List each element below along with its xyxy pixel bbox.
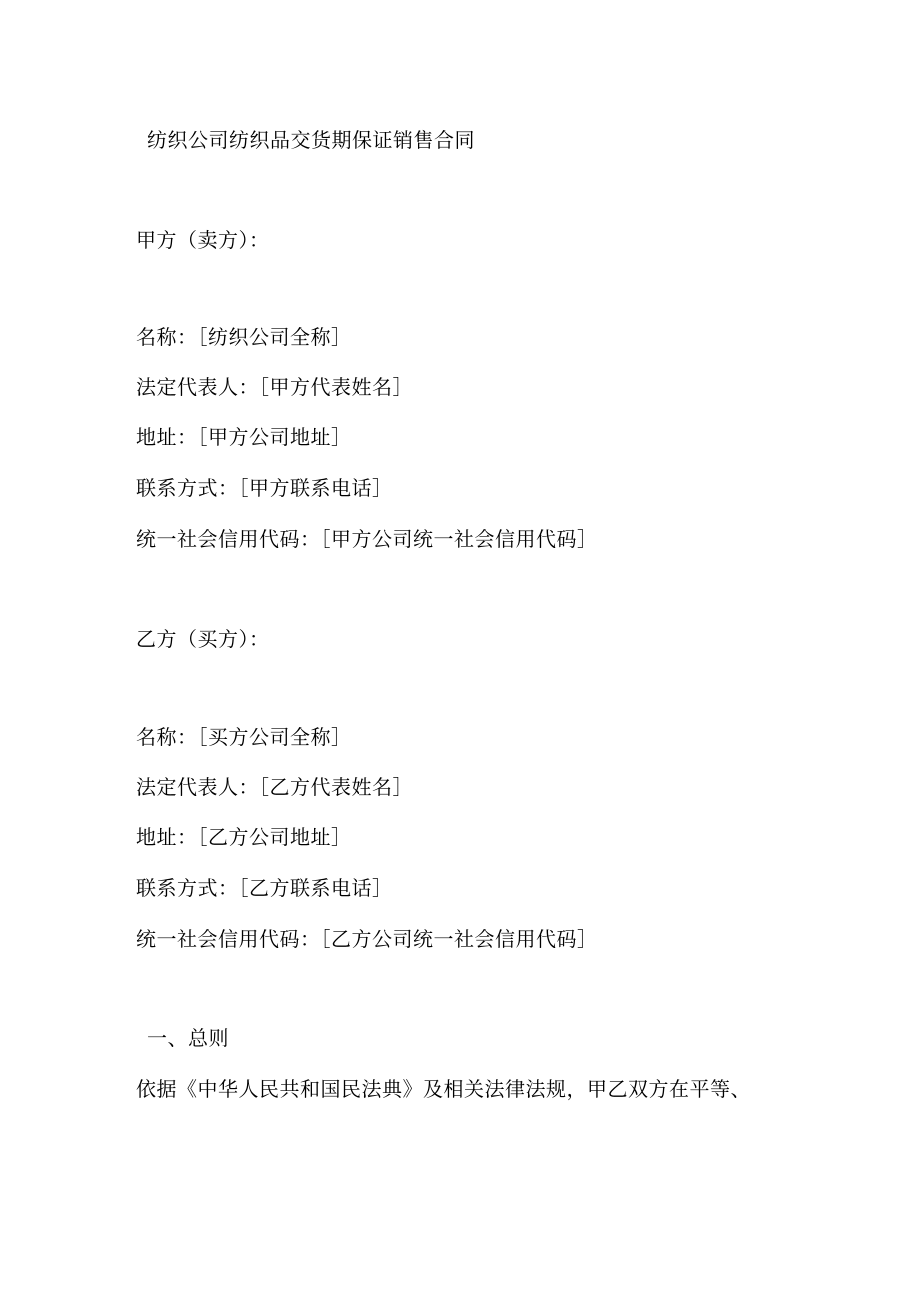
party-a-heading: 甲方（卖方）： xyxy=(136,228,270,252)
party-a-address: 地址：［甲方公司地址］ xyxy=(136,425,352,449)
party-b-name: 名称：［买方公司全称］ xyxy=(136,725,352,749)
section-1-heading: 一、总则 xyxy=(147,1026,229,1050)
party-b-representative: 法定代表人：［乙方代表姓名］ xyxy=(136,775,413,799)
section-1-paragraph: 依据《中华人民共和国民法典》及相关法律法规，甲乙双方在平等、 xyxy=(136,1077,751,1101)
party-a-credit-code: 统一社会信用代码：［甲方公司统一社会信用代码］ xyxy=(136,527,598,551)
party-a-name: 名称：［纺织公司全称］ xyxy=(136,325,352,349)
party-a-representative: 法定代表人：［甲方代表姓名］ xyxy=(136,375,413,399)
party-b-credit-code: 统一社会信用代码：［乙方公司统一社会信用代码］ xyxy=(136,927,598,951)
party-b-address: 地址：［乙方公司地址］ xyxy=(136,825,352,849)
party-a-contact: 联系方式：［甲方联系电话］ xyxy=(136,476,393,500)
document-title: 纺织公司纺织品交货期保证销售合同 xyxy=(147,128,475,152)
party-b-contact: 联系方式：［乙方联系电话］ xyxy=(136,876,393,900)
party-b-heading: 乙方（买方）： xyxy=(136,627,270,651)
